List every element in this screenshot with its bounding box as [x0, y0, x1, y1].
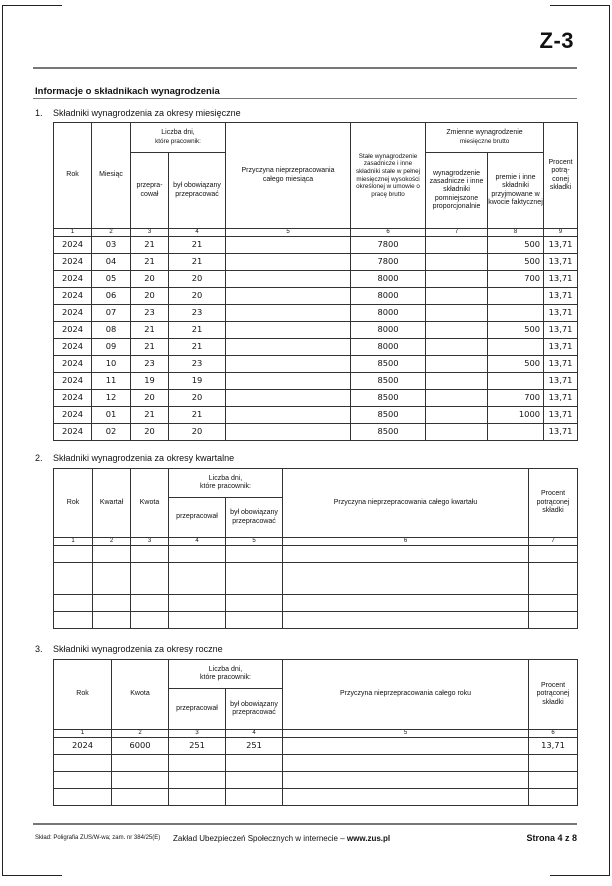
cell-zmienne8[interactable] — [488, 339, 544, 356]
col-header-obowiazany: był obowiązany przepracować — [226, 689, 283, 730]
crop-mark — [550, 875, 610, 876]
cell-miesiac[interactable]: 03 — [92, 237, 131, 254]
col-index: 7 — [529, 538, 578, 546]
cell-procent[interactable] — [529, 595, 578, 612]
table-row — [54, 407, 578, 424]
cell-rok[interactable]: 2024 — [54, 373, 92, 390]
table-row — [54, 772, 578, 789]
cell-zmienne7[interactable] — [426, 322, 488, 339]
col-index: 3 — [131, 538, 169, 546]
cell-przyczyna[interactable] — [226, 271, 351, 288]
cell-obowiazany[interactable] — [226, 595, 283, 612]
col-index: 3 — [169, 730, 226, 738]
cell-przepracowal[interactable] — [169, 789, 226, 806]
cell-stale[interactable]: 8500 — [351, 373, 426, 390]
table-row — [54, 390, 578, 407]
cell-obowiazany[interactable]: 20 — [169, 271, 226, 288]
cell-zmienne7[interactable] — [426, 407, 488, 424]
cell-zmienne8[interactable] — [488, 373, 544, 390]
cell-miesiac[interactable]: 01 — [92, 407, 131, 424]
quarterly-title-text: Składniki wynagrodzenia za okresy kwartalne — [53, 453, 235, 463]
col-index: 4 — [226, 730, 283, 738]
table-row — [54, 738, 578, 755]
cell-przepracowal[interactable] — [169, 595, 226, 612]
cell-procent[interactable]: 13,71 — [544, 322, 578, 339]
cell-przepracowal[interactable]: 251 — [169, 738, 226, 755]
col-index: 2 — [93, 538, 131, 546]
crop-mark — [2, 5, 3, 875]
cell-zmienne7[interactable] — [426, 356, 488, 373]
page-number: Strona 4 z 8 — [526, 833, 577, 843]
cell-stale[interactable]: 7800 — [351, 237, 426, 254]
col-header-przepracowal: przepracował — [169, 498, 226, 538]
cell-obowiazany[interactable]: 21 — [169, 322, 226, 339]
cell-przyczyna[interactable] — [283, 595, 529, 612]
cell-procent[interactable]: 13,71 — [544, 390, 578, 407]
quarterly-title — [35, 453, 234, 463]
col-index: 1 — [54, 538, 93, 546]
cell-zmienne8[interactable] — [488, 288, 544, 305]
col-header-obowiazany: był obowiązany przepracować — [169, 153, 226, 229]
col-index: 8 — [488, 229, 544, 237]
cell-stale[interactable]: 8500 — [351, 356, 426, 373]
cell-procent[interactable] — [529, 612, 578, 629]
cell-obowiazany[interactable] — [226, 789, 283, 806]
col-index: 4 — [169, 229, 226, 237]
cell-przyczyna[interactable] — [226, 390, 351, 407]
cell-miesiac[interactable]: 04 — [92, 254, 131, 271]
cell-przepracowal[interactable] — [169, 755, 226, 772]
cell-procent[interactable] — [529, 546, 578, 563]
cell-stale[interactable]: 8500 — [351, 407, 426, 424]
col-header-zmienne-7: wynagrodzenie zasadnicze i inne składniki pomniejszone proporcjonalnie — [426, 153, 488, 229]
col-index: 1 — [54, 229, 92, 237]
col-header-zmienne-8: premie i inne składniki przyjmowane w kwocie faktycznej — [488, 153, 544, 229]
cell-stale[interactable]: 8000 — [351, 271, 426, 288]
cell-obowiazany[interactable]: 20 — [169, 424, 226, 441]
col-header-kwota: Kwota — [112, 660, 169, 730]
cell-przyczyna[interactable] — [226, 322, 351, 339]
cell-procent[interactable]: 13,71 — [544, 237, 578, 254]
cell-przepracowal[interactable]: 20 — [131, 424, 169, 441]
col-header-rok: Rok — [54, 469, 93, 538]
col-header-procent: Procent potrą-conej składki — [544, 123, 578, 229]
header-divider — [33, 67, 577, 69]
cell-obowiazany[interactable]: 23 — [169, 356, 226, 373]
cell-rok[interactable] — [54, 546, 93, 563]
cell-stale[interactable]: 8000 — [351, 305, 426, 322]
cell-rok[interactable]: 2024 — [54, 390, 92, 407]
cell-zmienne7[interactable] — [426, 339, 488, 356]
cell-przepracowal[interactable]: 21 — [131, 407, 169, 424]
col-index: 4 — [169, 538, 226, 546]
cell-zmienne8[interactable] — [488, 424, 544, 441]
cell-przepracowal[interactable]: 21 — [131, 237, 169, 254]
cell-obowiazany[interactable]: 20 — [169, 288, 226, 305]
crop-mark — [550, 5, 610, 6]
cell-przyczyna[interactable] — [226, 237, 351, 254]
cell-rok[interactable] — [54, 755, 112, 772]
table-row — [54, 789, 578, 806]
col-index: 2 — [92, 229, 131, 237]
col-index: 6 — [529, 730, 578, 738]
cell-obowiazany[interactable] — [226, 755, 283, 772]
cell-stale[interactable]: 7800 — [351, 254, 426, 271]
cell-procent[interactable] — [529, 755, 578, 772]
cell-rok[interactable]: 2024 — [54, 424, 92, 441]
website-info: Zakład Ubezpieczeń Społecznych w internecie – www.zus.pl — [173, 834, 391, 843]
cell-przepracowal[interactable]: 20 — [131, 271, 169, 288]
table-row — [54, 563, 578, 595]
col-header-liczba-dni: Liczba dni, które pracownik: — [169, 660, 283, 689]
col-header-stale: Stałe wynagrodzenie zasadnicze i inne składniki stałe w pełnej miesięcznej wysokości określonej w umowie o pracę brutto — [351, 123, 426, 229]
table-row — [54, 612, 578, 629]
cell-rok[interactable] — [54, 563, 93, 595]
cell-kwota[interactable] — [112, 789, 169, 806]
cell-procent[interactable]: 13,71 — [544, 271, 578, 288]
col-header-procent: Procent potrąconej składki — [529, 660, 578, 730]
cell-zmienne7[interactable] — [426, 424, 488, 441]
monthly-table — [53, 122, 578, 441]
cell-obowiazany[interactable]: 23 — [169, 305, 226, 322]
cell-rok[interactable]: 2024 — [54, 339, 92, 356]
annual-title — [35, 644, 223, 654]
cell-przepracowal[interactable] — [169, 612, 226, 629]
monthly-title — [35, 108, 241, 118]
quarterly-number: 2. — [35, 453, 43, 463]
annual-number: 3. — [35, 644, 43, 654]
print-info: Skład: Poligrafia ZUS/W-wa; zam. nr 384/25(E) — [35, 835, 161, 841]
cell-przyczyna[interactable] — [283, 612, 529, 629]
cell-zmienne7[interactable] — [426, 373, 488, 390]
cell-zmienne8[interactable]: 700 — [488, 390, 544, 407]
cell-obowiazany[interactable]: 21 — [169, 254, 226, 271]
cell-miesiac[interactable]: 06 — [92, 288, 131, 305]
col-header-zmienne: Zmienne wynagrodzenie miesięczne brutto — [426, 123, 544, 153]
col-header-procent: Procent potrąconej składki — [529, 469, 578, 538]
cell-przepracowal[interactable]: 20 — [131, 288, 169, 305]
cell-obowiazany[interactable]: 19 — [169, 373, 226, 390]
cell-kwartal[interactable] — [93, 612, 131, 629]
cell-przepracowal[interactable] — [169, 563, 226, 595]
cell-rok[interactable]: 2024 — [54, 237, 92, 254]
cell-procent[interactable]: 13,71 — [544, 254, 578, 271]
cell-rok[interactable]: 2024 — [54, 271, 92, 288]
website-link[interactable]: www.zus.pl — [346, 834, 391, 843]
crop-mark — [2, 5, 62, 6]
cell-przepracowal[interactable]: 19 — [131, 373, 169, 390]
cell-przyczyna[interactable] — [283, 738, 529, 755]
cell-miesiac[interactable]: 12 — [92, 390, 131, 407]
col-header-przepracowal: przepracował — [169, 689, 226, 730]
cell-stale[interactable]: 8000 — [351, 322, 426, 339]
col-header-kwota: Kwota — [131, 469, 169, 538]
col-header-liczba-dni: Liczba dni, które pracownik: — [131, 123, 226, 153]
cell-obowiazany[interactable] — [226, 612, 283, 629]
table-row — [54, 288, 578, 305]
cell-procent[interactable] — [529, 789, 578, 806]
table-row — [54, 356, 578, 373]
cell-rok[interactable]: 2024 — [54, 254, 92, 271]
footer — [35, 835, 577, 841]
col-index: 9 — [544, 229, 578, 237]
cell-kwota[interactable] — [131, 595, 169, 612]
table-row — [54, 595, 578, 612]
cell-obowiazany[interactable]: 21 — [169, 339, 226, 356]
table-row — [54, 424, 578, 441]
annual-title-text: Składniki wynagrodzenia za okresy roczne — [53, 644, 223, 654]
cell-rok[interactable] — [54, 595, 93, 612]
cell-zmienne7[interactable] — [426, 271, 488, 288]
col-index: 3 — [131, 229, 169, 237]
cell-rok[interactable]: 2024 — [54, 305, 92, 322]
cell-przyczyna[interactable] — [226, 424, 351, 441]
cell-kwota[interactable] — [131, 563, 169, 595]
cell-procent[interactable] — [529, 563, 578, 595]
cell-rok[interactable]: 2024 — [54, 356, 92, 373]
cell-przyczyna[interactable] — [283, 789, 529, 806]
cell-przyczyna[interactable] — [226, 254, 351, 271]
col-index: 5 — [226, 538, 283, 546]
cell-procent[interactable]: 13,71 — [529, 738, 578, 755]
cell-miesiac[interactable]: 09 — [92, 339, 131, 356]
cell-przepracowal[interactable]: 21 — [131, 254, 169, 271]
footer-divider — [33, 823, 577, 825]
table-row — [54, 339, 578, 356]
cell-zmienne8[interactable]: 500 — [488, 322, 544, 339]
cell-miesiac[interactable]: 02 — [92, 424, 131, 441]
cell-zmienne8[interactable]: 1000 — [488, 407, 544, 424]
cell-przyczyna[interactable] — [283, 563, 529, 595]
cell-zmienne7[interactable] — [426, 305, 488, 322]
cell-procent[interactable]: 13,71 — [544, 424, 578, 441]
cell-rok[interactable]: 2024 — [54, 407, 92, 424]
cell-rok[interactable] — [54, 612, 93, 629]
cell-kwota[interactable] — [131, 612, 169, 629]
cell-przepracowal[interactable]: 21 — [131, 339, 169, 356]
col-index: 5 — [226, 229, 351, 237]
col-header-przyczyna: Przyczyna nieprzepracowania całego kwartału — [283, 469, 529, 538]
cell-procent[interactable]: 13,71 — [544, 356, 578, 373]
cell-kwota[interactable] — [131, 546, 169, 563]
cell-miesiac[interactable]: 07 — [92, 305, 131, 322]
col-header-kwartal: Kwartał — [93, 469, 131, 538]
crop-mark — [609, 5, 610, 875]
cell-procent[interactable]: 13,71 — [544, 339, 578, 356]
cell-przyczyna[interactable] — [226, 288, 351, 305]
monthly-number: 1. — [35, 108, 43, 118]
cell-stale[interactable]: 8500 — [351, 424, 426, 441]
cell-zmienne8[interactable] — [488, 305, 544, 322]
cell-przyczyna[interactable] — [283, 772, 529, 789]
cell-przyczyna[interactable] — [283, 755, 529, 772]
col-index: 6 — [283, 538, 529, 546]
cell-procent[interactable]: 13,71 — [544, 305, 578, 322]
cell-zmienne7[interactable] — [426, 390, 488, 407]
cell-przepracowal[interactable] — [169, 546, 226, 563]
annual-table — [53, 659, 578, 806]
cell-zmienne7[interactable] — [426, 254, 488, 271]
cell-procent[interactable]: 13,71 — [544, 407, 578, 424]
cell-obowiazany[interactable] — [226, 546, 283, 563]
cell-kwota[interactable] — [112, 772, 169, 789]
cell-zmienne8[interactable]: 500 — [488, 254, 544, 271]
cell-przepracowal[interactable]: 21 — [131, 322, 169, 339]
col-header-rok: Rok — [54, 660, 112, 730]
cell-rok[interactable]: 2024 — [54, 322, 92, 339]
cell-kwartal[interactable] — [93, 595, 131, 612]
cell-miesiac[interactable]: 10 — [92, 356, 131, 373]
section-title: Informacje o składnikach wynagrodzenia — [35, 86, 220, 97]
cell-obowiazany[interactable] — [226, 563, 283, 595]
cell-procent[interactable] — [529, 772, 578, 789]
cell-rok[interactable] — [54, 772, 112, 789]
col-index: 1 — [54, 730, 112, 738]
cell-przyczyna[interactable] — [226, 305, 351, 322]
cell-stale[interactable]: 8500 — [351, 390, 426, 407]
cell-przyczyna[interactable] — [226, 373, 351, 390]
cell-procent[interactable]: 13,71 — [544, 288, 578, 305]
cell-kwota[interactable] — [112, 755, 169, 772]
cell-przepracowal[interactable]: 23 — [131, 305, 169, 322]
cell-przepracowal[interactable] — [169, 772, 226, 789]
cell-zmienne8[interactable]: 700 — [488, 271, 544, 288]
table-row — [54, 322, 578, 339]
col-header-przyczyna: Przyczyna nieprzepracowania całego roku — [283, 660, 529, 730]
cell-zmienne8[interactable]: 500 — [488, 356, 544, 373]
cell-miesiac[interactable]: 11 — [92, 373, 131, 390]
cell-procent[interactable]: 13,71 — [544, 373, 578, 390]
col-header-obowiazany: był obowiązany przepracować — [226, 498, 283, 538]
cell-zmienne7[interactable] — [426, 288, 488, 305]
cell-obowiazany[interactable]: 21 — [169, 407, 226, 424]
col-header-liczba-dni: Liczba dni, które pracownik: — [169, 469, 283, 498]
cell-obowiazany[interactable] — [226, 772, 283, 789]
cell-przepracowal[interactable]: 20 — [131, 390, 169, 407]
cell-obowiazany[interactable]: 251 — [226, 738, 283, 755]
cell-miesiac[interactable]: 05 — [92, 271, 131, 288]
col-index: 2 — [112, 730, 169, 738]
cell-kwartal[interactable] — [93, 563, 131, 595]
col-index: 6 — [351, 229, 426, 237]
section-divider — [33, 98, 577, 99]
cell-przyczyna[interactable] — [226, 407, 351, 424]
col-header-rok: Rok — [54, 123, 92, 229]
form-code: Z-3 — [539, 28, 574, 53]
table-row — [54, 755, 578, 772]
cell-obowiazany[interactable]: 21 — [169, 237, 226, 254]
cell-przyczyna[interactable] — [226, 356, 351, 373]
cell-przepracowal[interactable]: 23 — [131, 356, 169, 373]
cell-zmienne8[interactable]: 500 — [488, 237, 544, 254]
table-row — [54, 237, 578, 254]
cell-rok[interactable]: 2024 — [54, 738, 112, 755]
col-index: 5 — [283, 730, 529, 738]
cell-przyczyna[interactable] — [283, 546, 529, 563]
table-row — [54, 305, 578, 322]
cell-rok[interactable]: 2024 — [54, 288, 92, 305]
col-index: 7 — [426, 229, 488, 237]
cell-stale[interactable]: 8000 — [351, 339, 426, 356]
col-header-miesiac: Miesiąc — [92, 123, 131, 229]
crop-mark — [2, 875, 62, 876]
monthly-title-text: Składniki wynagrodzenia za okresy miesięczne — [53, 108, 241, 118]
cell-stale[interactable]: 8000 — [351, 288, 426, 305]
cell-zmienne7[interactable] — [426, 237, 488, 254]
table-row — [54, 546, 578, 563]
cell-obowiazany[interactable]: 20 — [169, 390, 226, 407]
col-header-przepracowal: przepra-cował — [131, 153, 169, 229]
cell-miesiac[interactable]: 08 — [92, 322, 131, 339]
cell-kwartal[interactable] — [93, 546, 131, 563]
cell-przyczyna[interactable] — [226, 339, 351, 356]
cell-rok[interactable] — [54, 789, 112, 806]
cell-kwota[interactable]: 6000 — [112, 738, 169, 755]
table-row — [54, 271, 578, 288]
table-row — [54, 254, 578, 271]
table-row — [54, 373, 578, 390]
quarterly-table — [53, 468, 578, 629]
col-header-przyczyna: Przyczyna nieprzepracowania całego miesiąca — [226, 123, 351, 229]
